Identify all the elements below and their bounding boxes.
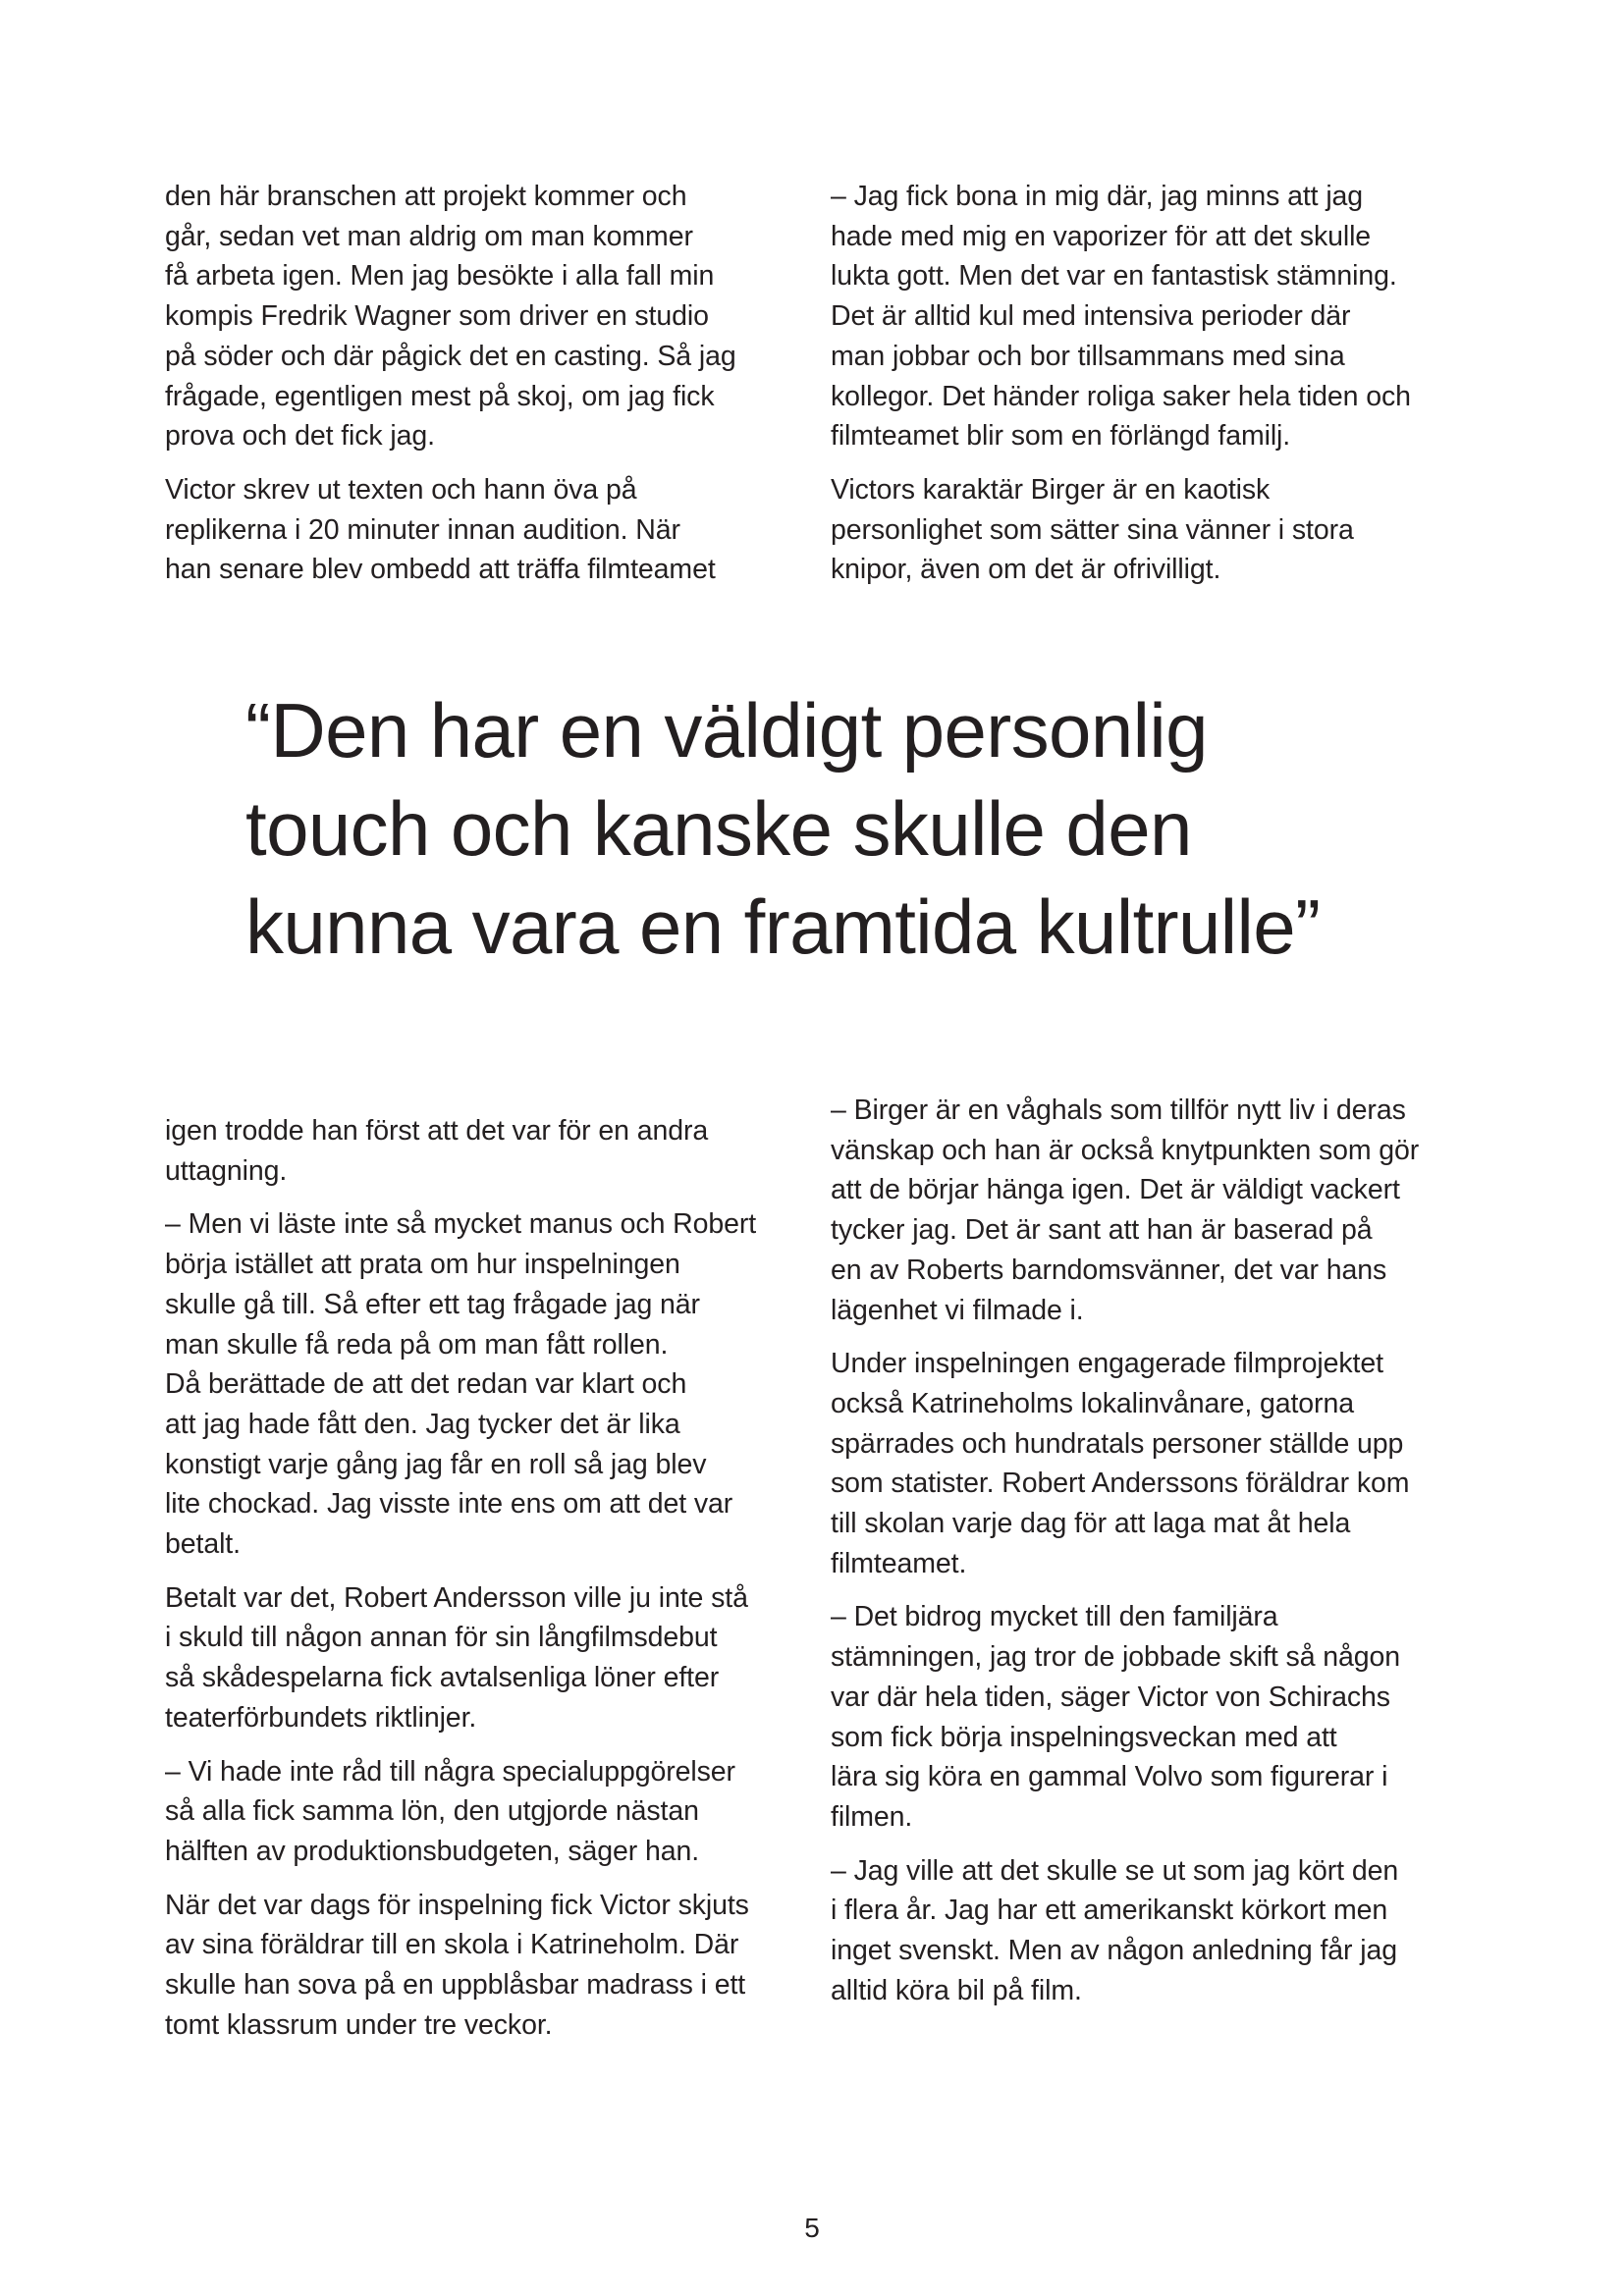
paragraph: När det var dags för inspelning fick Victor skjuts av sina föräldrar till en skola i Katrineholm. Där skulle han sova på en uppblåsbar madrass i ett tomt klassrum under tre veckor.	[165, 1889, 749, 2041]
page-number: 5	[804, 2213, 820, 2243]
paragraph: – Birger är en våghals som tillför nytt liv i deras vänskap och han är också knytpunkten som gör att de börjar hänga igen. Det är väldigt vackert tycker jag. Det är sant att han är baserad på en av Roberts barndomsvänner, det var hans lägenhet vi filmade i.	[831, 1095, 1420, 1326]
paragraph: Betalt var det, Robert Andersson ville ju inte stå i skuld till någon annan för sin långfilmsdebut så skådespelarna fick avtalsenliga löner efter teaterförbundets riktlinjer.	[165, 1581, 748, 1734]
paragraph: – Men vi läste inte så mycket manus och Robert börja istället att prata om hur inspelningen skulle gå till. Så efter ett tag frågade jag när man skulle få reda på om man fått rollen. Då berättade de att det redan var klart och att jag hade fått den. Jag tycker det är lika konstigt varje gång jag får en roll så jag blev lite chockad. Jag visste inte ens om att det var betalt.	[165, 1208, 757, 1561]
article-column-bottom-right	[831, 1091, 1459, 2024]
article-column-bottom-left	[165, 1111, 793, 2058]
paragraph: – Jag fick bona in mig där, jag minns att jag hade med mig en vaporizer för att det skulle lukta gott. Men det var en fantastisk stämning. Det är alltid kul med intensiva perioder där man jobbar och bor tillsammans med sina kollegor. Det händer roliga saker hela tiden och filmteamet blir som en förlängd familj.	[831, 181, 1411, 453]
paragraph: – Det bidrog mycket till den familjära stämningen, jag tror de jobbade skift så någon var där hela tiden, säger Victor von Schirachs som fick börja inspelningsveckan med att lära sig köra en gammal Volvo som figurerar i filmen.	[831, 1601, 1401, 1833]
paragraph: Victor skrev ut texten och hann öva på replikerna i 20 minuter innan audition. När han senare blev ombedd att träffa filmteamet	[165, 473, 716, 586]
article-column-top-right	[831, 177, 1459, 604]
pull-quote: “Den har en väldigt personlig touch och kanske skulle den kunna vara en framtida kultrulle”	[245, 687, 1321, 970]
paragraph: – Jag ville att det skulle se ut som jag kört den i flera år. Jag har ett amerikanskt körkort men inget svenskt. Men av någon anledning får jag alltid köra bil på film.	[831, 1854, 1399, 2006]
paragraph: Victors karaktär Birger är en kaotisk personlighet som sätter sina vänner i stora knipor, även om det är ofrivilligt.	[831, 473, 1354, 586]
paragraph: igen trodde han först att det var för en andra uttagning.	[165, 1115, 709, 1187]
paragraph: den här branschen att projekt kommer och går, sedan vet man aldrig om man kommer få arbeta igen. Men jag besökte i alla fall min kompis Fredrik Wagner som driver en studio på söder och där pågick det en casting. Så jag frågade, egentligen mest på skoj, om jag fick prova och det fick jag.	[165, 181, 736, 453]
paragraph: – Vi hade inte råd till några specialuppgörelser så alla fick samma lön, den utgjorde nästan hälften av produktionsbudgeten, säger han.	[165, 1755, 735, 1867]
article-column-top-left	[165, 177, 793, 604]
paragraph: Under inspelningen engagerade filmprojektet också Katrineholms lokalinvånare, gatorna spärrades och hundratals personer ställde upp som statister. Robert Anderssons föräldrar kom till skolan varje dag för att laga mat åt hela filmteamet.	[831, 1348, 1410, 1579]
